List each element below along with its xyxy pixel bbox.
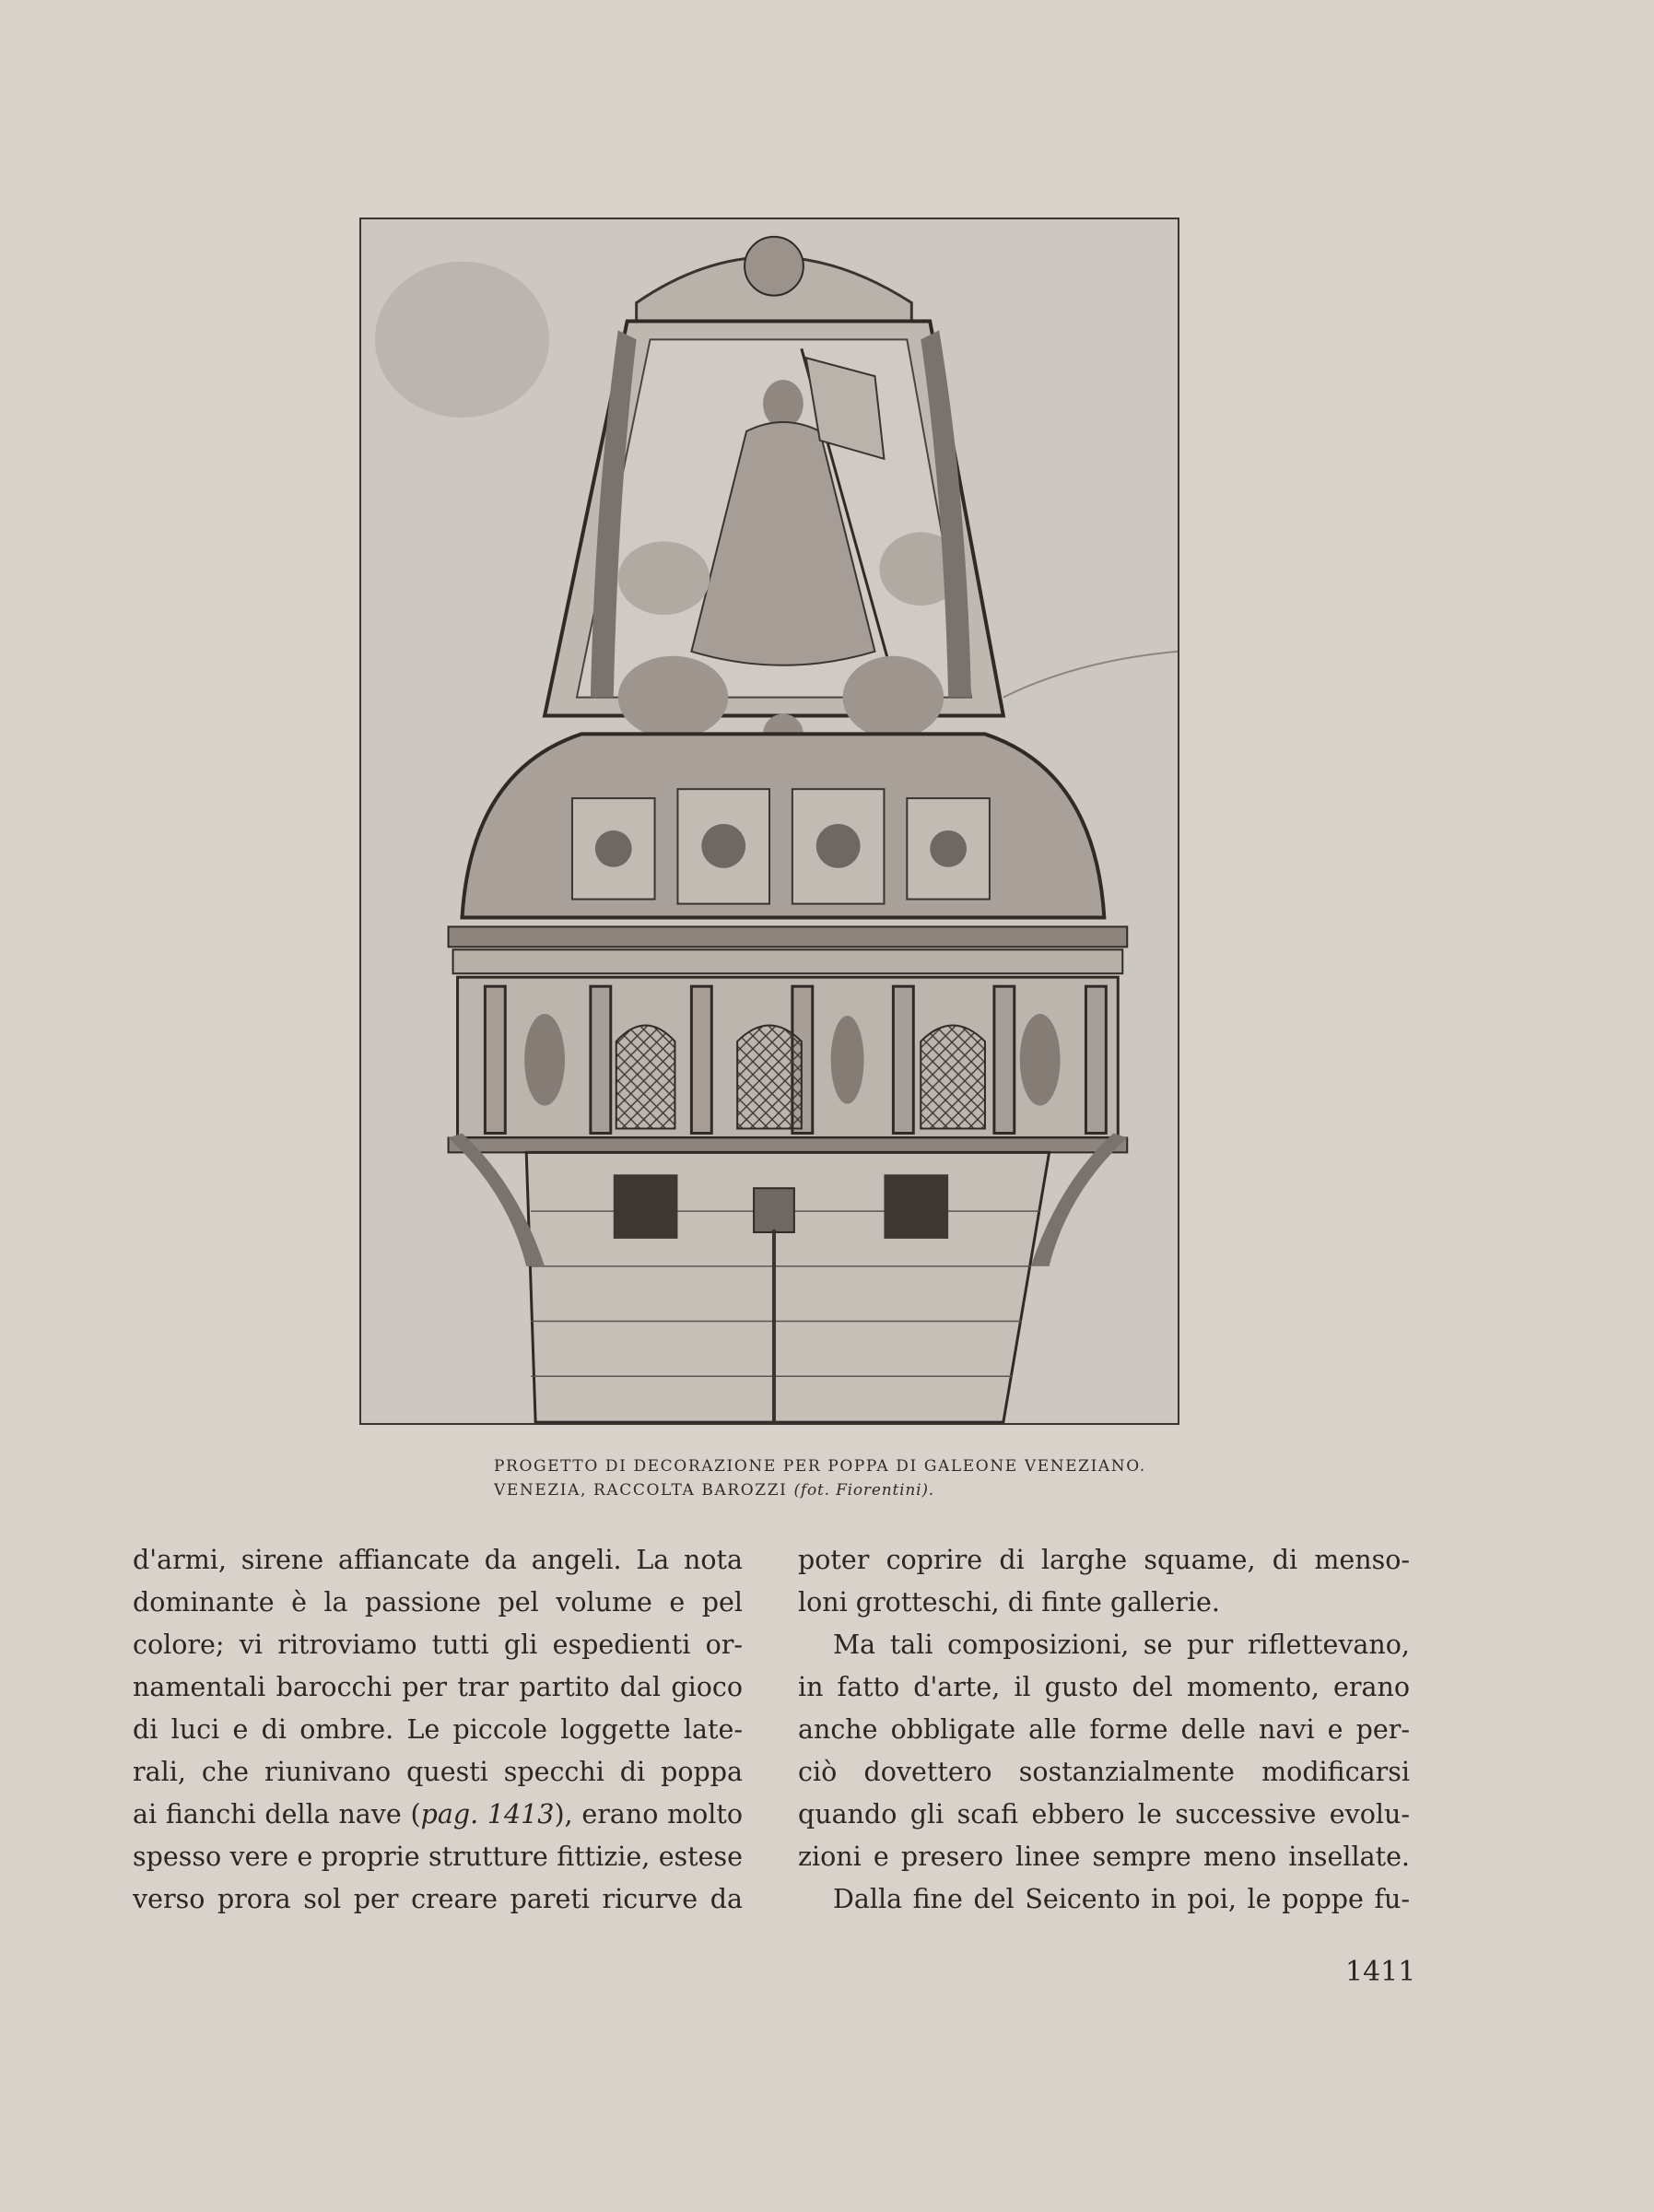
left-text-column: [133, 1539, 743, 1921]
page-reference: pag. 1413: [420, 1799, 555, 1830]
text-line: Ma tali composizioni, se pur riflettevano,: [833, 1630, 1410, 1660]
text-line: spesso vere e proprie strutture fittizie, estese: [133, 1841, 743, 1872]
text-fragment: ), erano molto: [554, 1799, 743, 1830]
text-line: zioni e presero linee sempre meno insellate.: [798, 1841, 1410, 1872]
text-line: colore; vi ritroviamo tutti gli espedienti or-: [133, 1630, 743, 1660]
text-line: dominante è la passione pel volume e pel: [133, 1587, 743, 1618]
text-line: quando gli scafi ebbero le successive evolu-: [798, 1799, 1410, 1830]
page-number: 1411: [1345, 1956, 1416, 1988]
text-line-with-reference: [133, 1794, 743, 1836]
caption-collection: VENEZIA, RACCOLTA BAROZZI: [494, 1481, 788, 1500]
figure-caption: [494, 1454, 1194, 1502]
text-line: namentali barocchi per trar partito dal gioco: [133, 1672, 743, 1702]
text-line: verso prora sol per creare pareti ricurve da: [133, 1884, 743, 1914]
text-line: d'armi, sirene affiancate da angeli. La nota: [133, 1545, 743, 1575]
text-line: loni grotteschi, di finte gallerie.: [798, 1587, 1220, 1618]
photo-credit: (fot. Fiorentini).: [793, 1481, 934, 1500]
text-fragment: ai fianchi della nave (: [133, 1799, 421, 1830]
text-line: rali, che riunivano questi specchi di poppa: [133, 1757, 743, 1787]
text-line: ciò dovettero sostanzialmente modificarsi: [798, 1757, 1410, 1787]
text-line: anche obbligate alle forme delle navi e per-: [798, 1714, 1410, 1745]
text-line: in fatto d'arte, il gusto del momento, erano: [798, 1672, 1410, 1702]
ship-stern-drawing-icon: [361, 219, 1178, 1423]
ship-stern-illustration: [359, 218, 1179, 1425]
text-line: poter coprire di larghe squame, di menso-: [798, 1545, 1410, 1575]
caption-line-1: PROGETTO DI DECORAZIONE PER POPPA DI GALEONE VENEZIANO.: [494, 1457, 1146, 1476]
right-text-column: [798, 1539, 1410, 1921]
caption-line-2: [494, 1478, 1194, 1502]
text-line: di luci e di ombre. Le piccole loggette late-: [133, 1714, 743, 1745]
text-line: Dalla fine del Seicento in poi, le poppe fu-: [833, 1884, 1410, 1914]
